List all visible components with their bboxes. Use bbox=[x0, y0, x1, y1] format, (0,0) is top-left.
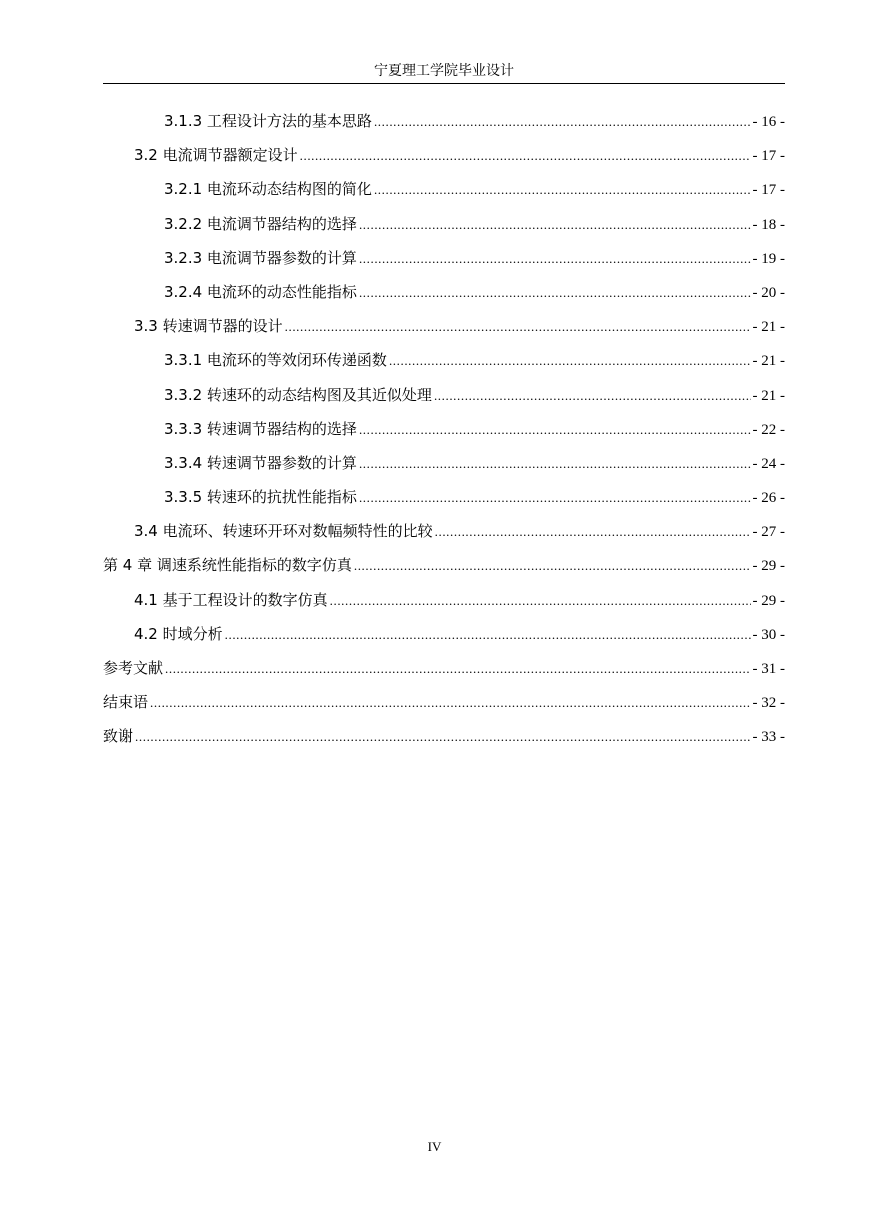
toc-entry-page: - 22 - bbox=[752, 421, 785, 438]
toc-entry[interactable] bbox=[103, 685, 785, 719]
toc-entry-page: - 24 - bbox=[752, 455, 785, 472]
toc-dot-leader bbox=[389, 344, 751, 378]
toc-entry[interactable] bbox=[103, 719, 785, 753]
toc-entry-title: 3.3.3 转速调节器结构的选择 bbox=[164, 419, 357, 438]
toc-entry[interactable] bbox=[103, 446, 785, 480]
toc-entry[interactable] bbox=[103, 172, 785, 206]
toc-entry[interactable] bbox=[103, 514, 785, 548]
toc-entry-page: - 16 - bbox=[752, 114, 785, 130]
toc-entry-title: 3.3.5 转速环的抗扰性能指标 bbox=[164, 488, 357, 507]
toc-entry[interactable] bbox=[103, 480, 785, 514]
toc-entry[interactable] bbox=[103, 343, 785, 377]
toc-entry[interactable] bbox=[103, 583, 785, 617]
toc-entry[interactable] bbox=[103, 138, 785, 172]
page-number: IV bbox=[427, 1139, 442, 1154]
toc-dot-leader bbox=[150, 686, 750, 720]
toc-entry-page: - 32 - bbox=[752, 695, 785, 712]
toc-entry-page: - 29 - bbox=[752, 592, 785, 609]
toc-entry-title: 3.2.1 电流环动态结构图的简化 bbox=[164, 180, 372, 199]
toc-entry-page: - 21 - bbox=[752, 319, 785, 336]
toc-entry-title: 3.2.4 电流环的动态性能指标 bbox=[164, 282, 357, 301]
toc-entry-page: - 17 - bbox=[752, 182, 785, 199]
toc-entry-page: - 27 - bbox=[752, 524, 785, 541]
toc-dot-leader bbox=[359, 242, 751, 276]
toc-entry-title: 第 4 章 调速系统性能指标的数字仿真 bbox=[103, 556, 352, 575]
toc-entry-page: - 21 - bbox=[752, 387, 785, 404]
table-of-contents bbox=[103, 104, 785, 754]
toc-dot-leader bbox=[435, 515, 751, 549]
toc-entry-title: 3.2 电流调节器额定设计 bbox=[134, 146, 298, 165]
toc-dot-leader bbox=[285, 310, 751, 344]
toc-entry[interactable] bbox=[103, 207, 785, 241]
toc-entry[interactable] bbox=[103, 378, 785, 412]
toc-entry-title: 3.3.1 电流环的等效闭环传递函数 bbox=[164, 351, 387, 370]
toc-dot-leader bbox=[165, 652, 750, 686]
toc-dot-leader bbox=[374, 173, 751, 207]
toc-dot-leader bbox=[135, 720, 750, 754]
toc-entry[interactable] bbox=[103, 548, 785, 582]
toc-dot-leader bbox=[359, 413, 751, 447]
toc-entry-page: - 21 - bbox=[752, 353, 785, 370]
toc-entry-title: 致谢 bbox=[103, 727, 134, 746]
toc-entry[interactable] bbox=[103, 275, 785, 309]
toc-dot-leader bbox=[330, 584, 751, 618]
toc-dot-leader bbox=[354, 549, 751, 583]
toc-entry-title: 参考文献 bbox=[103, 659, 164, 677]
toc-entry[interactable] bbox=[103, 412, 785, 446]
toc-entry-title: 3.3.4 转速调节器参数的计算 bbox=[164, 453, 357, 472]
toc-entry-page: - 30 - bbox=[752, 626, 785, 643]
toc-entry-title: 结束语 bbox=[103, 693, 149, 712]
toc-entry[interactable] bbox=[103, 651, 785, 685]
toc-dot-leader bbox=[359, 481, 751, 515]
toc-entry[interactable] bbox=[103, 309, 785, 343]
toc-entry-title: 4.1 基于工程设计的数字仿真 bbox=[134, 590, 328, 609]
toc-dot-leader bbox=[359, 276, 751, 310]
toc-dot-leader bbox=[374, 105, 751, 139]
toc-entry[interactable] bbox=[103, 104, 785, 138]
toc-entry-page: - 31 - bbox=[752, 661, 785, 677]
toc-entry-title: 4.2 时域分析 bbox=[134, 624, 223, 643]
toc-entry-page: - 17 - bbox=[752, 148, 785, 165]
toc-entry-page: - 29 - bbox=[752, 558, 785, 575]
page-header-title: 宁夏理工学院毕业设计 bbox=[374, 63, 514, 79]
toc-entry-title: 3.1.3 工程设计方法的基本思路 bbox=[164, 112, 372, 130]
toc-entry-title: 3.3.2 转速环的动态结构图及其近似处理 bbox=[164, 385, 432, 404]
toc-entry-page: - 33 - bbox=[752, 729, 785, 746]
header-divider bbox=[103, 83, 785, 84]
toc-entry[interactable] bbox=[103, 617, 785, 651]
toc-entry-title: 3.4 电流环、转速环开环对数幅频特性的比较 bbox=[134, 522, 433, 541]
toc-entry-title: 3.2.3 电流调节器参数的计算 bbox=[164, 248, 357, 267]
toc-dot-leader bbox=[434, 379, 751, 413]
toc-dot-leader bbox=[359, 208, 751, 242]
toc-entry-page: - 18 - bbox=[752, 216, 785, 233]
toc-entry-title: 3.2.2 电流调节器结构的选择 bbox=[164, 214, 357, 233]
toc-entry-page: - 26 - bbox=[752, 490, 785, 507]
toc-entry-title: 3.3 转速调节器的设计 bbox=[134, 317, 283, 336]
toc-dot-leader bbox=[225, 618, 751, 652]
toc-entry-page: - 19 - bbox=[752, 250, 785, 267]
toc-entry-page: - 20 - bbox=[752, 284, 785, 301]
toc-entry[interactable] bbox=[103, 241, 785, 275]
toc-dot-leader bbox=[359, 447, 751, 481]
toc-dot-leader bbox=[300, 139, 751, 173]
